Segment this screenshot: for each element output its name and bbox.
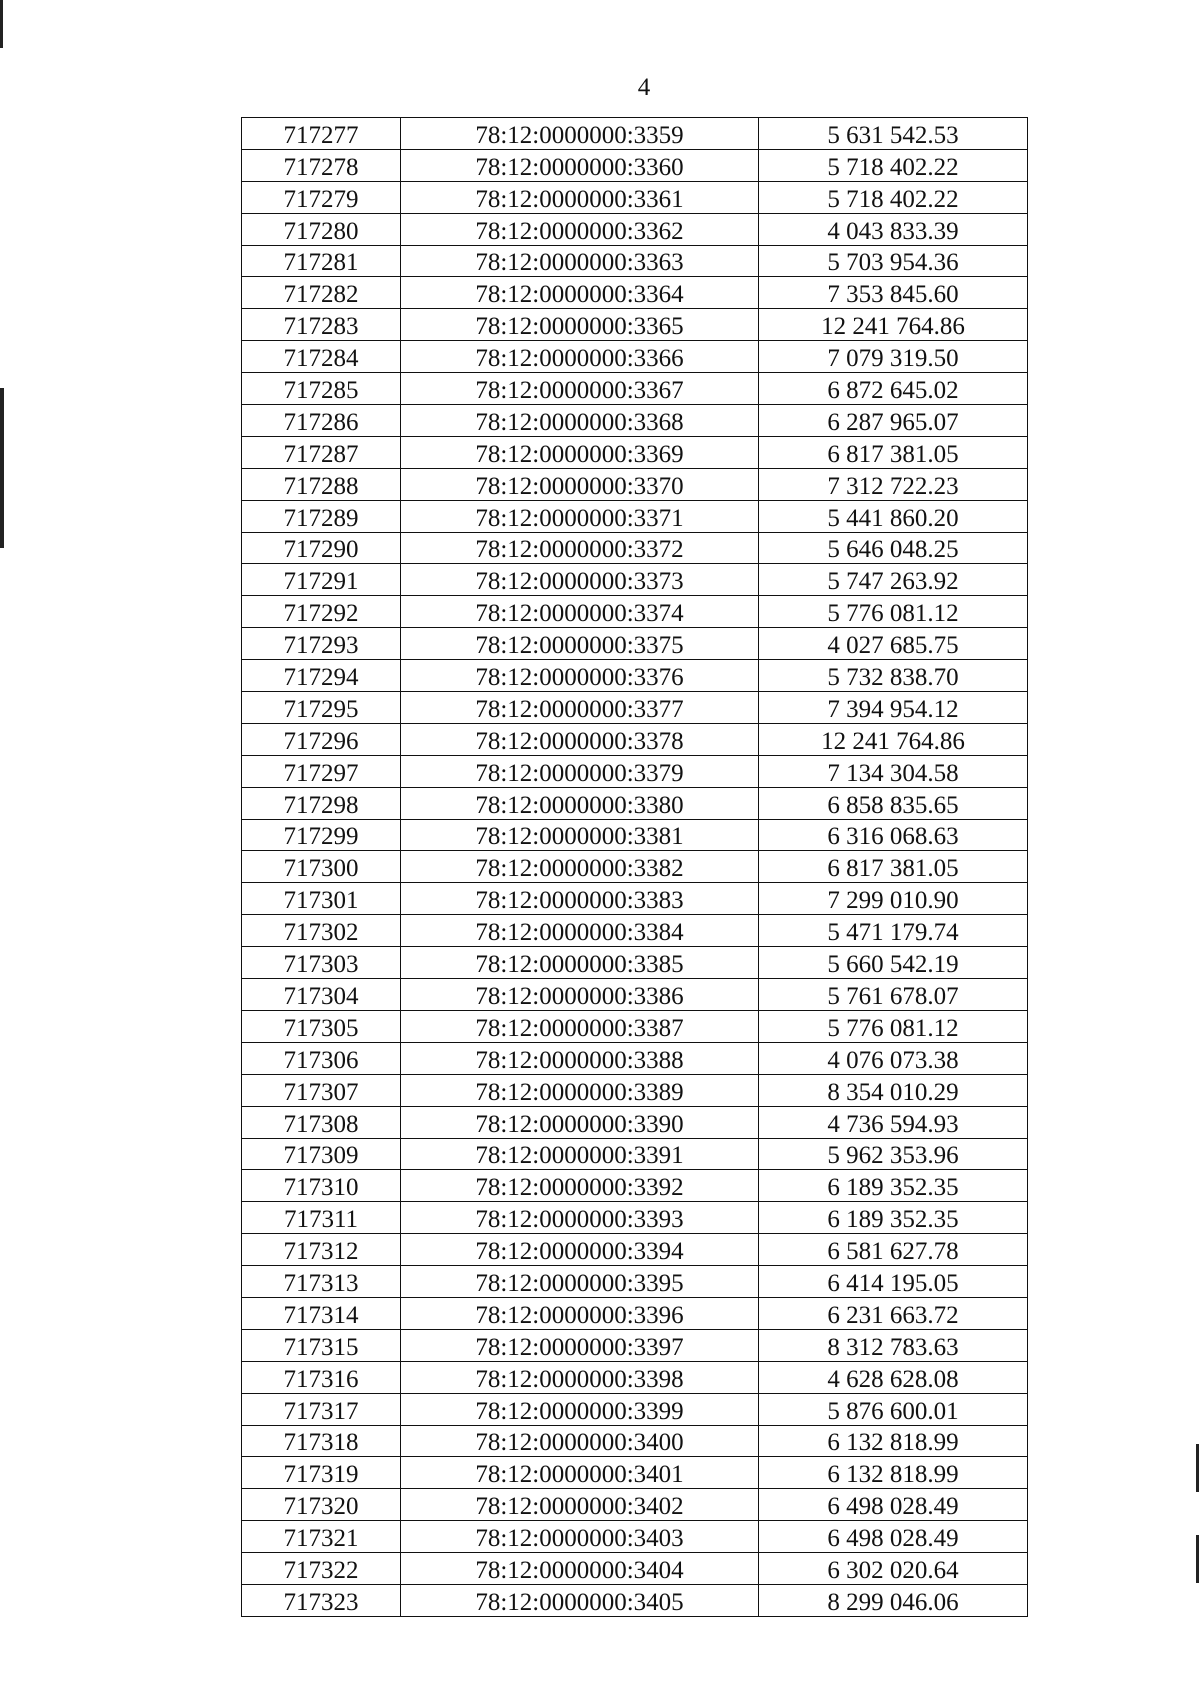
row-number-cell: 717288 [242,468,401,500]
row-number-cell: 717298 [242,787,401,819]
value-cell: 5 441 860.20 [759,500,1028,532]
cadastral-number-cell: 78:12:0000000:3395 [401,1266,759,1298]
value-cell: 6 189 352.35 [759,1170,1028,1202]
row-number-cell: 717291 [242,564,401,596]
scan-edge-mark [1196,1444,1199,1492]
table-row [242,1361,1028,1393]
cadastral-number-cell: 78:12:0000000:3374 [401,596,759,628]
table-row [242,1457,1028,1489]
value-cell: 6 287 965.07 [759,405,1028,437]
table-row [242,1170,1028,1202]
table-row [242,1266,1028,1298]
table-row [242,692,1028,724]
cadastral-number-cell: 78:12:0000000:3371 [401,500,759,532]
cadastral-number-cell: 78:12:0000000:3366 [401,341,759,373]
value-cell: 6 498 028.49 [759,1489,1028,1521]
table-row [242,1329,1028,1361]
row-number-cell: 717294 [242,660,401,692]
cadastral-number-cell: 78:12:0000000:3368 [401,405,759,437]
table-row [242,245,1028,277]
cadastral-number-cell: 78:12:0000000:3386 [401,979,759,1011]
row-number-cell: 717306 [242,1042,401,1074]
cadastral-number-cell: 78:12:0000000:3363 [401,245,759,277]
row-number-cell: 717314 [242,1297,401,1329]
value-cell: 5 732 838.70 [759,660,1028,692]
cadastral-number-cell: 78:12:0000000:3393 [401,1202,759,1234]
table-row [242,309,1028,341]
value-cell: 12 241 764.86 [759,723,1028,755]
table-row [242,979,1028,1011]
cadastral-number-cell: 78:12:0000000:3381 [401,819,759,851]
row-number-cell: 717295 [242,692,401,724]
table-row [242,1042,1028,1074]
table-row [242,373,1028,405]
value-cell: 8 354 010.29 [759,1074,1028,1106]
value-cell: 8 299 046.06 [759,1584,1028,1616]
cadastral-number-cell: 78:12:0000000:3364 [401,277,759,309]
value-cell: 5 660 542.19 [759,947,1028,979]
page-number: 4 [637,74,651,101]
cadastral-number-cell: 78:12:0000000:3404 [401,1553,759,1585]
value-cell: 6 817 381.05 [759,851,1028,883]
cadastral-number-cell: 78:12:0000000:3391 [401,1138,759,1170]
value-cell: 5 776 081.12 [759,1010,1028,1042]
scan-edge-mark [0,0,3,48]
value-cell: 5 471 179.74 [759,915,1028,947]
table-row [242,787,1028,819]
row-number-cell: 717287 [242,436,401,468]
row-number-cell: 717284 [242,341,401,373]
row-number-cell: 717321 [242,1521,401,1553]
row-number-cell: 717305 [242,1010,401,1042]
table-row [242,468,1028,500]
row-number-cell: 717322 [242,1553,401,1585]
table-row [242,915,1028,947]
cadastral-number-cell: 78:12:0000000:3378 [401,723,759,755]
value-cell: 4 027 685.75 [759,628,1028,660]
cadastral-number-cell: 78:12:0000000:3390 [401,1106,759,1138]
value-cell: 7 134 304.58 [759,755,1028,787]
value-cell: 5 703 954.36 [759,245,1028,277]
value-cell: 5 962 353.96 [759,1138,1028,1170]
cadastral-number-cell: 78:12:0000000:3369 [401,436,759,468]
scan-edge-mark [0,388,4,548]
table-row [242,1425,1028,1457]
table-row [242,628,1028,660]
table-row [242,1138,1028,1170]
cadastral-number-cell: 78:12:0000000:3389 [401,1074,759,1106]
table-row [242,405,1028,437]
row-number-cell: 717302 [242,915,401,947]
cadastral-number-cell: 78:12:0000000:3399 [401,1393,759,1425]
value-cell: 4 076 073.38 [759,1042,1028,1074]
table-row [242,755,1028,787]
value-cell: 5 747 263.92 [759,564,1028,596]
table-row [242,341,1028,373]
row-number-cell: 717307 [242,1074,401,1106]
row-number-cell: 717309 [242,1138,401,1170]
value-cell: 6 498 028.49 [759,1521,1028,1553]
value-cell: 7 299 010.90 [759,883,1028,915]
table-row [242,596,1028,628]
cadastral-number-cell: 78:12:0000000:3405 [401,1584,759,1616]
cadastral-number-cell: 78:12:0000000:3394 [401,1234,759,1266]
cadastral-number-cell: 78:12:0000000:3400 [401,1425,759,1457]
row-number-cell: 717320 [242,1489,401,1521]
table-row [242,819,1028,851]
value-cell: 6 132 818.99 [759,1425,1028,1457]
value-cell: 7 312 722.23 [759,468,1028,500]
row-number-cell: 717316 [242,1361,401,1393]
table-row [242,1393,1028,1425]
table-row [242,883,1028,915]
row-number-cell: 717300 [242,851,401,883]
scan-edge-mark [1196,1535,1199,1583]
cadastral-number-cell: 78:12:0000000:3403 [401,1521,759,1553]
table-row [242,436,1028,468]
cadastral-number-cell: 78:12:0000000:3382 [401,851,759,883]
cadastral-number-cell: 78:12:0000000:3385 [401,947,759,979]
cadastral-number-cell: 78:12:0000000:3362 [401,213,759,245]
cadastral-number-cell: 78:12:0000000:3372 [401,532,759,564]
value-cell: 4 628 628.08 [759,1361,1028,1393]
row-number-cell: 717277 [242,118,401,150]
cadastral-number-cell: 78:12:0000000:3361 [401,181,759,213]
cadastral-number-cell: 78:12:0000000:3377 [401,692,759,724]
row-number-cell: 717311 [242,1202,401,1234]
value-cell: 4 043 833.39 [759,213,1028,245]
data-table [241,117,1028,1617]
table-body [242,118,1028,1617]
row-number-cell: 717310 [242,1170,401,1202]
cadastral-number-cell: 78:12:0000000:3387 [401,1010,759,1042]
cadastral-number-cell: 78:12:0000000:3375 [401,628,759,660]
table-row [242,1489,1028,1521]
row-number-cell: 717278 [242,149,401,181]
row-number-cell: 717286 [242,405,401,437]
row-number-cell: 717299 [242,819,401,851]
cadastral-number-cell: 78:12:0000000:3383 [401,883,759,915]
row-number-cell: 717290 [242,532,401,564]
table-row [242,277,1028,309]
cadastral-number-cell: 78:12:0000000:3373 [401,564,759,596]
table-row [242,1297,1028,1329]
row-number-cell: 717279 [242,181,401,213]
value-cell: 6 316 068.63 [759,819,1028,851]
table-row [242,500,1028,532]
cadastral-number-cell: 78:12:0000000:3367 [401,373,759,405]
row-number-cell: 717281 [242,245,401,277]
row-number-cell: 717303 [242,947,401,979]
row-number-cell: 717280 [242,213,401,245]
table-row [242,1553,1028,1585]
value-cell: 12 241 764.86 [759,309,1028,341]
table-row [242,947,1028,979]
value-cell: 5 776 081.12 [759,596,1028,628]
cadastral-number-cell: 78:12:0000000:3379 [401,755,759,787]
value-cell: 6 817 381.05 [759,436,1028,468]
value-cell: 5 718 402.22 [759,149,1028,181]
value-cell: 5 631 542.53 [759,118,1028,150]
cadastral-number-cell: 78:12:0000000:3388 [401,1042,759,1074]
row-number-cell: 717304 [242,979,401,1011]
value-cell: 7 079 319.50 [759,341,1028,373]
value-cell: 6 872 645.02 [759,373,1028,405]
row-number-cell: 717297 [242,755,401,787]
row-number-cell: 717319 [242,1457,401,1489]
value-cell: 5 761 678.07 [759,979,1028,1011]
table-row [242,1106,1028,1138]
table-row [242,181,1028,213]
table-row [242,1584,1028,1616]
value-cell: 6 231 663.72 [759,1297,1028,1329]
table-row [242,723,1028,755]
table-row [242,1234,1028,1266]
table-row [242,1521,1028,1553]
table-row [242,532,1028,564]
cadastral-number-cell: 78:12:0000000:3396 [401,1297,759,1329]
cadastral-number-cell: 78:12:0000000:3376 [401,660,759,692]
cadastral-number-cell: 78:12:0000000:3384 [401,915,759,947]
value-cell: 6 414 195.05 [759,1266,1028,1298]
table-row [242,213,1028,245]
value-cell: 6 858 835.65 [759,787,1028,819]
row-number-cell: 717312 [242,1234,401,1266]
row-number-cell: 717317 [242,1393,401,1425]
row-number-cell: 717301 [242,883,401,915]
row-number-cell: 717282 [242,277,401,309]
cadastral-number-cell: 78:12:0000000:3398 [401,1361,759,1393]
row-number-cell: 717318 [242,1425,401,1457]
table-row [242,564,1028,596]
cadastral-number-cell: 78:12:0000000:3370 [401,468,759,500]
row-number-cell: 717313 [242,1266,401,1298]
row-number-cell: 717293 [242,628,401,660]
cadastral-number-cell: 78:12:0000000:3359 [401,118,759,150]
row-number-cell: 717323 [242,1584,401,1616]
cadastral-number-cell: 78:12:0000000:3392 [401,1170,759,1202]
row-number-cell: 717315 [242,1329,401,1361]
row-number-cell: 717292 [242,596,401,628]
row-number-cell: 717308 [242,1106,401,1138]
value-cell: 5 718 402.22 [759,181,1028,213]
value-cell: 6 581 627.78 [759,1234,1028,1266]
table-row [242,118,1028,150]
cadastral-number-cell: 78:12:0000000:3365 [401,309,759,341]
value-cell: 7 394 954.12 [759,692,1028,724]
value-cell: 6 302 020.64 [759,1553,1028,1585]
cadastral-number-cell: 78:12:0000000:3380 [401,787,759,819]
row-number-cell: 717289 [242,500,401,532]
table-row [242,1202,1028,1234]
value-cell: 5 876 600.01 [759,1393,1028,1425]
cadastral-number-cell: 78:12:0000000:3401 [401,1457,759,1489]
row-number-cell: 717283 [242,309,401,341]
table-row [242,1074,1028,1106]
cadastral-number-cell: 78:12:0000000:3360 [401,149,759,181]
value-cell: 5 646 048.25 [759,532,1028,564]
value-cell: 7 353 845.60 [759,277,1028,309]
cadastral-number-cell: 78:12:0000000:3402 [401,1489,759,1521]
table-row [242,660,1028,692]
cadastral-number-cell: 78:12:0000000:3397 [401,1329,759,1361]
table-row [242,851,1028,883]
value-cell: 6 189 352.35 [759,1202,1028,1234]
table-row [242,1010,1028,1042]
value-cell: 6 132 818.99 [759,1457,1028,1489]
value-cell: 4 736 594.93 [759,1106,1028,1138]
row-number-cell: 717296 [242,723,401,755]
row-number-cell: 717285 [242,373,401,405]
value-cell: 8 312 783.63 [759,1329,1028,1361]
table-row [242,149,1028,181]
